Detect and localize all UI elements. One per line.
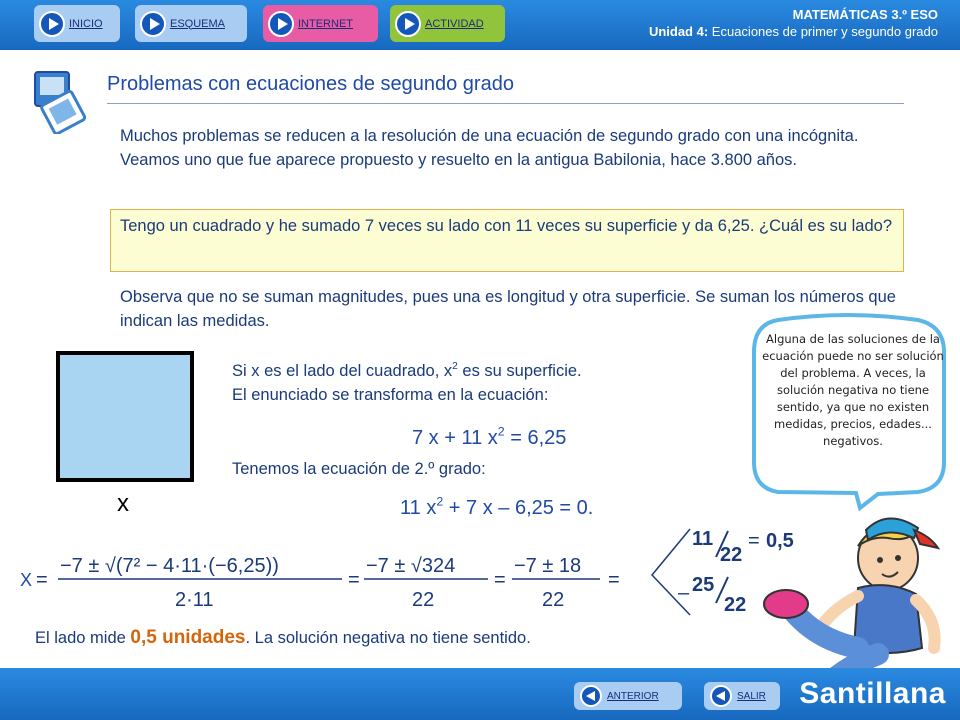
back-arrow-icon: [710, 685, 732, 707]
inicio-button[interactable]: [34, 5, 120, 42]
quadratic-formula: [20, 540, 660, 618]
eq2-part-b: + 7 x – 6,25 = 0.: [443, 497, 594, 519]
equation-1: [412, 424, 567, 450]
formula-den-2: 22: [412, 589, 435, 611]
salir-button[interactable]: [704, 682, 780, 710]
solution2-num: 25: [692, 574, 715, 596]
unit-label: Unidad 4:: [648, 24, 709, 39]
side-line1-sup: 2: [452, 360, 458, 372]
svg-text:=: =: [748, 530, 760, 552]
side-line1-b: es su superficie.: [457, 362, 582, 380]
grade-text: Tenemos la ecuación de 2.º grado:: [232, 460, 486, 478]
answer-text: [35, 626, 735, 650]
page-title: Problemas con ecuaciones de segundo grado: [107, 73, 514, 95]
side-line1-a: Si x es el lado del cuadrado, x: [232, 362, 453, 380]
formula-num-2: −7 ± √324: [366, 555, 456, 577]
answer-suffix: . La solución negativa no tiene sentido.: [245, 629, 531, 647]
play-icon: [39, 11, 65, 37]
side-explanation: [232, 359, 712, 407]
formula-num-1: −7 ± √(7² − 4·11·(−6,25)): [60, 555, 279, 577]
santillana-logo: Santillana: [799, 677, 946, 710]
solution1-num: 11: [692, 528, 714, 550]
eq1-part-b: = 6,25: [504, 427, 567, 449]
actividad-button[interactable]: [390, 5, 505, 42]
formula-den-3: 22: [542, 589, 565, 611]
formula-den-1: 2·11: [175, 589, 214, 611]
eq1-part-a: 7 x + 11 x: [412, 427, 498, 449]
unit-name: Ecuaciones de primer y segundo grado: [711, 24, 938, 39]
intro-text: Muchos problemas se reducen a la resolución de una ecuación de segundo grado con una incógnita. Veamos uno que fue aparece propuesto y resuelto en la antigua Babilonia, hace 3.800 años.: [120, 127, 859, 169]
play-icon: [395, 11, 421, 37]
formula-x-label: X: [20, 570, 33, 590]
unit-title: [649, 24, 938, 39]
header-title: [649, 7, 938, 39]
eq2-sup: 2: [436, 494, 444, 509]
eq1-sup: 2: [497, 424, 505, 439]
actividad-label: ACTIVIDAD: [425, 17, 484, 30]
play-icon: [268, 11, 294, 37]
solution1-value: 0,5: [766, 530, 794, 552]
anterior-label: ANTERIOR: [607, 690, 659, 702]
answer-prefix: El lado mide: [35, 629, 131, 647]
observation-text: Observa que no se suman magnitudes, pues una es longitud y otra superficie. Se suman los números que indican las medidas.: [120, 288, 896, 330]
problem-statement: Tengo un cuadrado y he sumado 7 veces su lado con 11 veces su superficie y da 6,25. ¿Cuál es su lado?: [110, 209, 904, 272]
anterior-button[interactable]: [574, 682, 682, 710]
solution2-den: 22: [724, 594, 747, 616]
esquema-button[interactable]: [135, 5, 247, 42]
square-figure: [56, 351, 194, 482]
play-icon: [140, 11, 166, 37]
formula-num-3: −7 ± 18: [514, 555, 582, 577]
title-divider: [107, 103, 904, 104]
salir-label: SALIR: [737, 690, 766, 702]
equation-2: [400, 494, 594, 520]
inicio-label: INICIO: [69, 17, 103, 30]
esquema-label: ESQUEMA: [170, 17, 226, 30]
subject-title: MATEMÁTICAS 3.º ESO: [792, 7, 938, 22]
svg-text:=: =: [36, 569, 48, 591]
svg-text:=: =: [608, 569, 620, 591]
svg-text:=: =: [348, 569, 360, 591]
svg-text:–: –: [678, 582, 690, 604]
back-arrow-icon: [580, 685, 602, 707]
solutions: [648, 523, 818, 623]
internet-label: INTERNET: [298, 17, 353, 30]
internet-button[interactable]: [263, 5, 378, 42]
speech-bubble-text: Alguna de las soluciones de la ecuación puede no ser solución del problema. A veces, la solución negativa no tiene sentido, ya que no existen medidas, precios, edades... negativos.: [762, 332, 944, 448]
square-side-label: x: [117, 490, 129, 517]
side-line2: El enunciado se transforma en la ecuación:: [232, 386, 549, 404]
answer-value: 0,5 unidades: [130, 627, 246, 648]
solution1-den: 22: [720, 544, 743, 566]
documents-icon: [30, 70, 90, 134]
eq2-part-a: 11 x: [400, 497, 437, 519]
svg-text:=: =: [494, 569, 506, 591]
